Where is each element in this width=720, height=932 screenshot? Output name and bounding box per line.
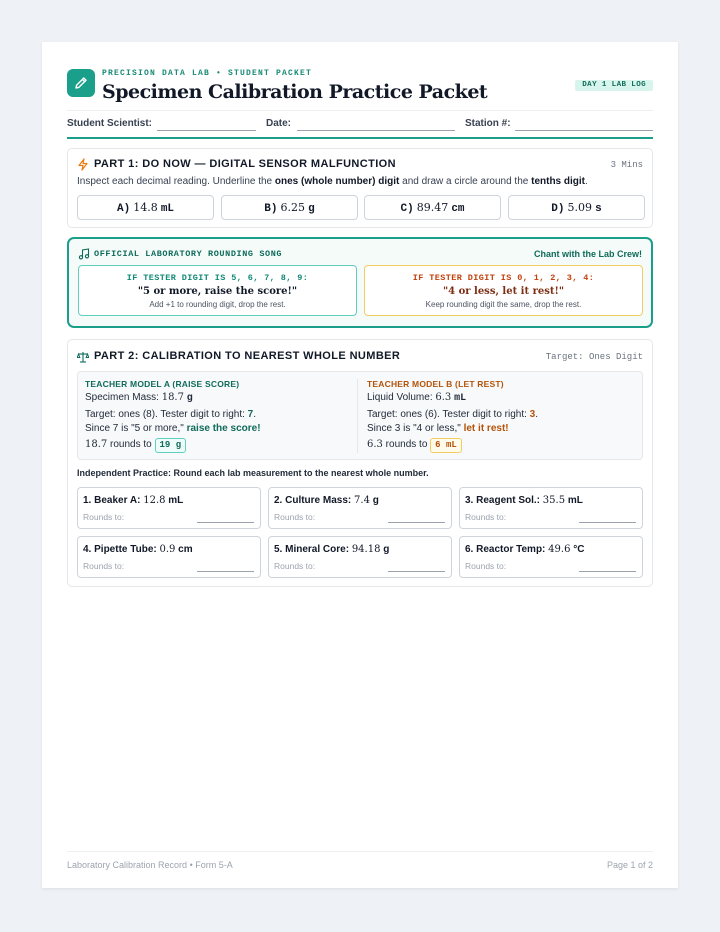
date-field[interactable] [297,130,455,131]
practice-problem-3: 3. Reagent Sol.: 35.5 mL Rounds to: [459,487,643,529]
practice-problem-4: 4. Pipette Tube: 0.9 cm Rounds to: [77,536,261,578]
part2-target: Target: Ones Digit [545,352,643,362]
answer-line-3[interactable] [579,522,636,523]
reading-b[interactable]: B) 6.25 g [221,195,358,220]
model-a-heading: TEACHER MODEL A (RAISE SCORE) [85,379,240,389]
model-b-reason: Since 3 is "4 or less," let it rest! [367,423,509,434]
rounding-song-panel [67,237,653,328]
practice-problem-2: 2. Culture Mass: 7.4 g Rounds to: [268,487,452,529]
student-info-row [67,110,653,138]
pencil-icon [67,69,95,97]
model-a-target: Target: ones (8). Tester digit to right: 7. [85,409,257,420]
practice-instructions: Independent Practice: Round each lab measurement to the nearest whole number. [77,468,429,478]
page-title: Specimen Calibration Practice Packet [102,81,488,103]
model-a-measure: Specimen Mass: 18.7 g [85,392,193,404]
answer-line-4[interactable] [197,571,254,572]
footer-page-number: Page 1 of 2 [606,860,653,870]
raise-slogan: "5 or more, raise the score!" [137,286,298,297]
day-badge: DAY 1 LAB LOG [575,80,653,91]
station-field[interactable] [515,130,653,131]
footer-form: Laboratory Calibration Record • Form 5-A [67,860,233,870]
practice-problem-5: 5. Mineral Core: 94.18 g Rounds to: [268,536,452,578]
practice-problem-6: 6. Reactor Temp: 49.6 °C Rounds to: [459,536,643,578]
scale-icon [77,350,89,368]
song-chant: Chant with the Lab Crew! [534,249,642,259]
answer-line-5[interactable] [388,571,445,572]
part1-instructions: Inspect each decimal reading. Underline the ones (whole number) digit and draw a circle around the tenths digit. [77,176,588,187]
part1-section [67,148,653,228]
models-divider [357,379,358,453]
reading-c[interactable]: C) 89.47 cm [364,195,501,220]
worksheet-page [42,42,678,888]
answer-line-6[interactable] [579,571,636,572]
rest-note: Keep rounding digit the same, drop the rest. [425,300,582,309]
raise-rule-card [78,265,357,316]
reading-d[interactable]: D) 5.09 s [508,195,645,220]
music-note-icon [78,247,90,265]
practice-problem-1: 1. Beaker A: 12.8 mL Rounds to: [77,487,261,529]
packet-header [67,69,653,113]
teacher-model-b [367,379,637,455]
teacher-models [77,371,643,460]
student-name-label: Student Scientist: [67,118,153,129]
teacher-model-a [85,379,355,455]
part1-title: PART 1: DO NOW — DIGITAL SENSOR MALFUNCTION [94,158,396,170]
reading-a[interactable]: A) 14.8 mL [77,195,214,220]
raise-condition: IF TESTER DIGIT IS 5, 6, 7, 8, 9: [126,273,309,283]
lightning-icon [77,158,89,176]
model-a-answer-chip: 19 g [155,438,187,453]
model-b-result: 6.3 rounds to 6 mL [367,437,637,455]
song-title: OFFICIAL LABORATORY ROUNDING SONG [94,249,283,259]
date-label: Date: [266,118,292,129]
rest-rule-card [364,265,643,316]
model-b-measure: Liquid Volume: 6.3 mL [367,392,467,404]
packet-kicker: PRECISION DATA LAB • STUDENT PACKET [102,69,313,78]
part2-title: PART 2: CALIBRATION TO NEAREST WHOLE NUMBER [94,350,401,362]
model-a-reason: Since 7 is "5 or more," raise the score! [85,423,261,434]
station-label: Station #: [465,118,511,129]
header-divider [67,137,653,139]
raise-note: Add +1 to rounding digit, drop the rest. [149,300,286,309]
part1-time: 3 Mins [610,160,643,170]
model-b-target: Target: ones (6). Tester digit to right: 3. [367,409,539,420]
model-b-answer-chip: 6 mL [430,438,462,453]
model-b-heading: TEACHER MODEL B (LET REST) [367,379,504,389]
answer-line-1[interactable] [197,522,254,523]
page-footer [67,851,653,876]
student-name-field[interactable] [157,130,256,131]
rest-condition: IF TESTER DIGIT IS 0, 1, 2, 3, 4: [412,273,595,283]
model-a-result: 18.7 rounds to 19 g [85,437,355,455]
rest-slogan: "4 or less, let it rest!" [442,286,565,297]
answer-line-2[interactable] [388,522,445,523]
part2-section [67,339,653,587]
